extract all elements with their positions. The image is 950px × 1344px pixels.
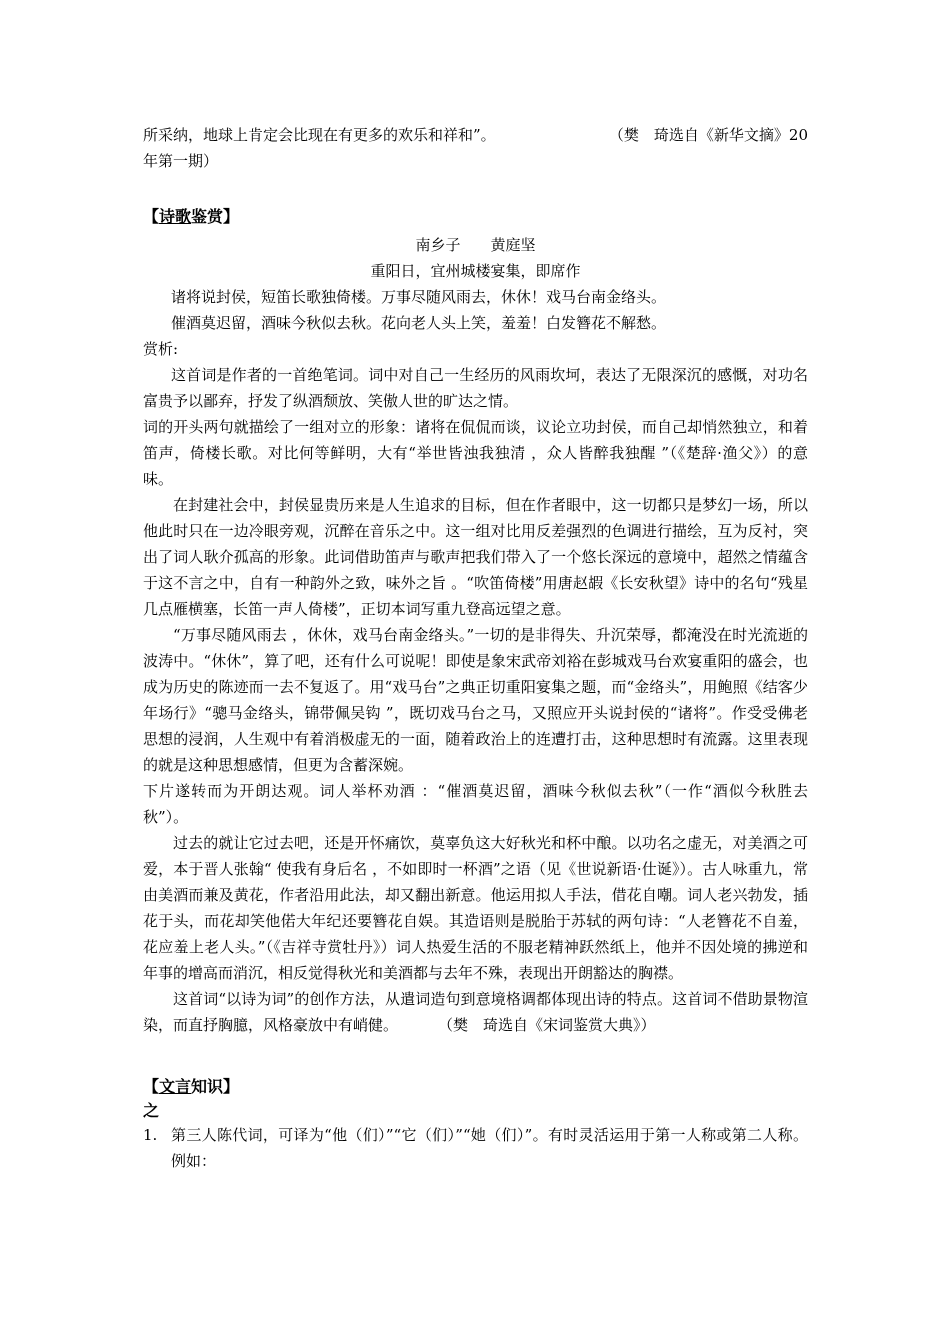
bracket-open: 【 bbox=[143, 1077, 160, 1096]
closing-paragraph-text: 这首词“以诗为词”的创作方法，从遣词造句到意境格调都体现出诗的特点。这首词不借助景物渲染，而直抒胸臆，风格豪放中有峭健。 bbox=[143, 990, 808, 1034]
heading-rest: 知识 bbox=[191, 1077, 224, 1096]
appreciation-paragraph: 这首词是作者的一首绝笔词。词中对自己一生经历的风雨坎坷，表达了无限深沉的感慨，对功名富贵予以鄙弃，抒发了纵酒颓放、笑傲人世的旷达之情。 bbox=[143, 366, 808, 410]
list-item-text: 第三人陈代词，可译为“他（们）”“它（们）”“她（们）”。有时灵活运用于第一人称或第二人称。例如： bbox=[171, 1126, 808, 1170]
poem-line-2: 催酒莫迟留，酒味今秋似去秋。花向老人头上笑，羞羞！白发簪花不解愁。 bbox=[171, 314, 667, 332]
appreciation-paragraph: 过去的就让它过去吧，还是开怀痛饮，莫辜负这大好秋光和杯中酿。以功名之虚无，对美酒之可爱，本于晋人张翰“ 使我有身后名 ，不如即时一杯酒”之语（见《世说新语·仕诞》）。古人咏重九，常由美酒而兼及黄花，作者沿用此法，却又翻出新意。他运用拟人手法，借花自嘲。词人老兴勃发，插花于头，而花却笑他偌大年纪还要簪花自娱。其造语则是脱胎于苏轼的两句诗：“人老簪花不自羞，花应羞上老人头。”（《吉祥寺赏牡丹》）词人热爱生活的不服老精神跃然纸上，他并不因处境的拂逆和年事的增高而消沉，相反觉得秋光和美酒都与去年不殊，表现出开朗豁达的胸襟。 bbox=[143, 834, 808, 982]
intro-line-1 bbox=[143, 122, 808, 148]
poetry-section-heading bbox=[143, 204, 808, 230]
classical-section-heading bbox=[143, 1074, 808, 1100]
intro-line-2: 年第一期） bbox=[143, 152, 219, 170]
heading-rest: 鉴赏 bbox=[191, 207, 224, 226]
bracket-open: 【 bbox=[143, 207, 160, 226]
poem-line-1: 诸将说封侯，短笛长歌独倚楼。万事尽随风雨去，休休！戏马台南金络头。 bbox=[171, 288, 667, 306]
appreciation-source: （樊 琦选自《宋词鉴赏大典》） bbox=[438, 1016, 656, 1034]
intro-source: （樊 琦选自《新华文摘》20 bbox=[608, 126, 808, 144]
bracket-close: 】 bbox=[223, 207, 240, 226]
keyword-char: 之 bbox=[143, 1101, 160, 1120]
list-item bbox=[143, 1122, 808, 1174]
appreciation-paragraph: 在封建社会中，封侯显贵历来是人生追求的目标，但在作者眼中，这一切都只是梦幻一场，所以他此时只在一边冷眼旁观，沉醉在音乐之中。这一组对比用反差强烈的色调进行描绘，互为反衬，突出了词人耿介孤高的形象。此词借助笛声与歌声把我们带入了一个悠长深远的意境中，超然之情蕴含于这不言之中，自有一种韵外之致，味外之旨 。“吹笛倚楼”用唐赵嘏《长安秋望》诗中的名句“残星几点雁横塞，长笛一声人倚楼”，正切本词写重九登高远望之意。 bbox=[143, 496, 808, 618]
heading-underlined: 文言 bbox=[159, 1077, 192, 1096]
poem-title: 南乡子 黄庭坚 bbox=[415, 236, 536, 254]
appreciation-paragraph bbox=[143, 986, 808, 1038]
appreciation-paragraph: 词的开头两句就描绘了一组对立的形象：诸将在侃侃而谈，议论立功封侯，而自己却悄然独立，和着笛声，倚楼长歌。对比何等鲜明，大有“举世皆浊我独清 ，众人皆醉我独醒 ”（《楚辞·渔父》）的意味。 bbox=[143, 418, 808, 488]
appreciation-paragraph: “万事尽随风雨去 ，休休，戏马台南金络头。”一切的是非得失、升沉荣辱，都淹没在时光流逝的波涛中。“休休”，算了吧，还有什么可说呢！即使是象宋武帝刘裕在彭城戏马台欢宴重阳的盛会，也成为历史的陈迹而一去不复返了。用“戏马台”之典正切重阳宴集之题，而“金络头”，用鲍照《结客少年场行》“骢马金络头，锦带佩吴钩 ”，既切戏马台之马，又照应开头说封侯的“诸将”。作受受佛老思想的浸润，人生观中有着消极虚无的一面，随着政治上的连遭打击，这种思想时有流露。这里表现的就是这种思想感情，但更为含蓄深婉。 bbox=[143, 626, 808, 774]
poem-subtitle: 重阳日，宜州城楼宴集，即席作 bbox=[370, 262, 581, 280]
heading-underlined: 诗歌 bbox=[159, 207, 192, 226]
appreciation-label: 赏析: bbox=[143, 340, 179, 358]
intro-text: 所采纳，地球上肯定会比现在有更多的欢乐和祥和”。 bbox=[143, 126, 496, 144]
document-page bbox=[143, 122, 808, 1174]
list-item-number: 1. bbox=[143, 1126, 158, 1144]
appreciation-paragraph: 下片遂转而为开朗达观。词人举杯劝酒 ：“催酒莫迟留，酒味今秋似去秋”（一作“酒似今秋胜去秋”）。 bbox=[143, 782, 808, 826]
bracket-close: 】 bbox=[223, 1077, 240, 1096]
